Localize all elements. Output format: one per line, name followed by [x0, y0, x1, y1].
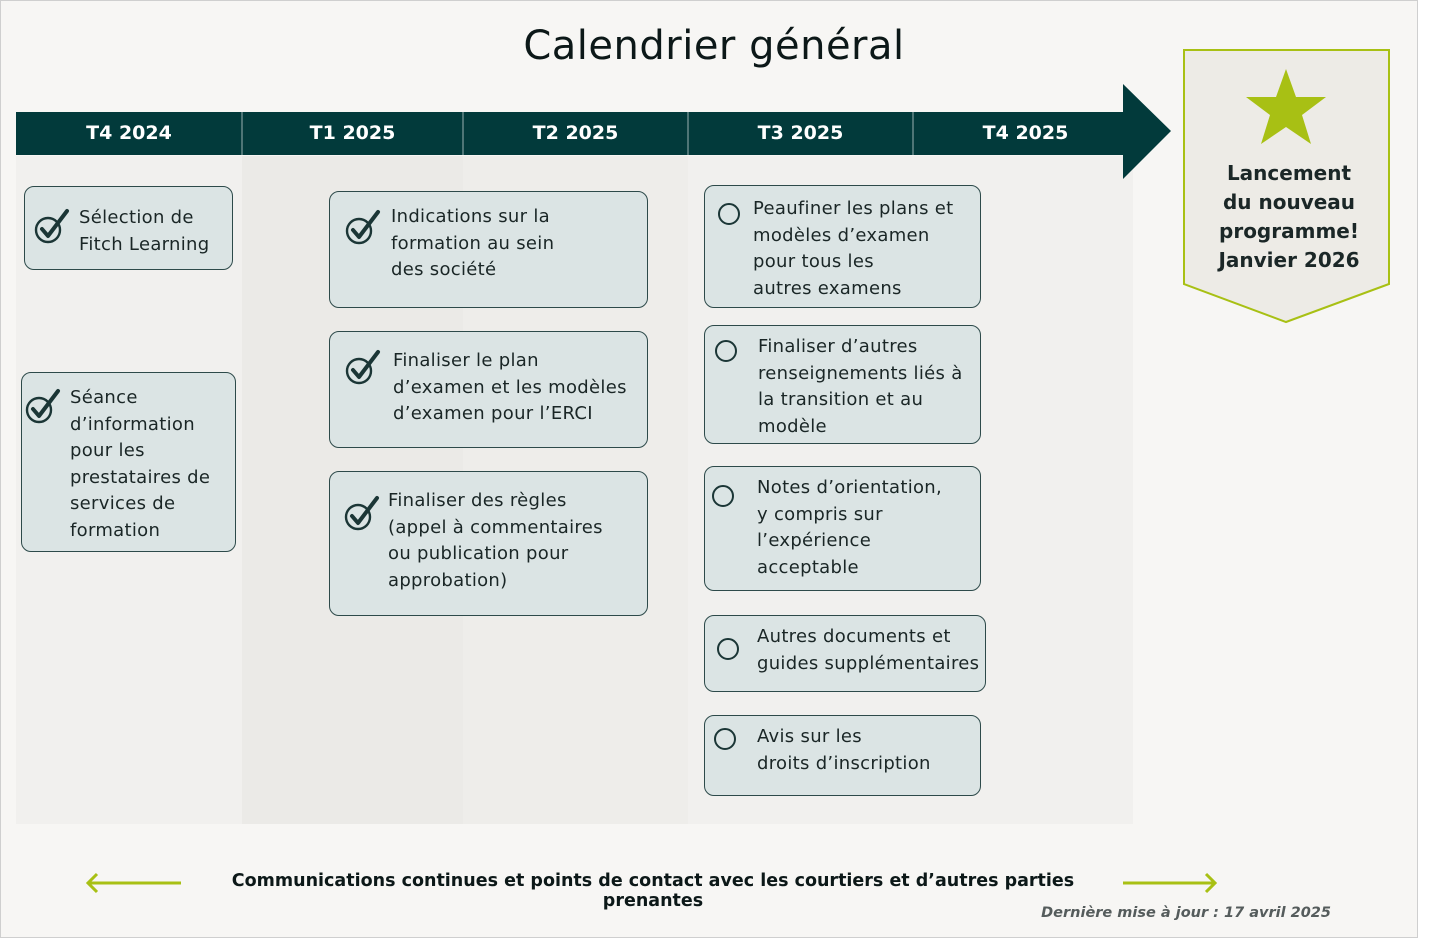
task-card-notes	[704, 466, 981, 591]
communications-text: Communications continues et points de contact avec les courtiers et d’autres parties prenantes	[231, 871, 1075, 911]
right-arrow-icon	[1121, 872, 1221, 894]
check-circle-icon	[343, 492, 383, 532]
task-card-peaufiner	[704, 185, 981, 308]
task-card-selection	[24, 186, 233, 270]
task-text: Notes d’orientation, y compris sur l’expérience acceptable	[757, 477, 943, 578]
task-card-finaliser-regles	[329, 471, 648, 616]
launch-text: Lancement du nouveau programme! Janvier 2026	[1218, 161, 1360, 272]
task-text: Finaliser le plan d’examen et les modèles d’examen pour l’ERCI	[393, 350, 627, 424]
check-circle-icon	[344, 346, 384, 386]
task-text: Peaufiner les plans et modèles d’examen pour tous les autres examens	[753, 198, 954, 299]
left-arrow-icon	[85, 872, 185, 894]
quarter-label-t4-2024: T4 2024	[86, 122, 172, 144]
task-card-avis	[704, 715, 981, 796]
task-card-autres-docs	[704, 615, 986, 692]
check-circle-icon	[24, 385, 64, 425]
quarter-label-t1-2025: T1 2025	[309, 122, 396, 144]
check-circle-icon	[344, 206, 384, 246]
task-text: Avis sur les droits d’inscription	[757, 726, 931, 774]
quarter-label-t4-2025: T4 2025	[982, 122, 1069, 144]
page-title: Calendrier général	[523, 23, 905, 69]
last-updated: Dernière mise à jour : 17 avril 2025	[1041, 905, 1331, 921]
task-text: Finaliser d’autres renseignements liés à la transition et au modèle	[758, 336, 963, 437]
task-text: Sélection de Fitch Learning	[79, 207, 210, 255]
quarter-label-t2-2025: T2 2025	[532, 122, 619, 144]
empty-circle-icon	[715, 340, 737, 362]
task-text: Autres documents et guides supplémentaires	[757, 626, 980, 674]
task-card-indications	[329, 191, 648, 308]
task-text: Finaliser des règles (appel à commentaires ou publication pour approbation)	[388, 490, 603, 591]
task-text: Indications sur la formation au sein des société	[391, 206, 555, 280]
task-card-seance	[21, 372, 236, 552]
empty-circle-icon	[717, 638, 739, 660]
empty-circle-icon	[714, 728, 736, 750]
task-card-finaliser-plan	[329, 331, 648, 448]
task-text: Séance d’information pour les prestataires de services de formation	[70, 387, 211, 541]
quarter-label-t3-2025: T3 2025	[757, 122, 844, 144]
empty-circle-icon	[718, 203, 740, 225]
empty-circle-icon	[712, 485, 734, 507]
task-card-finaliser-autres	[704, 325, 981, 444]
check-circle-icon	[33, 205, 73, 245]
